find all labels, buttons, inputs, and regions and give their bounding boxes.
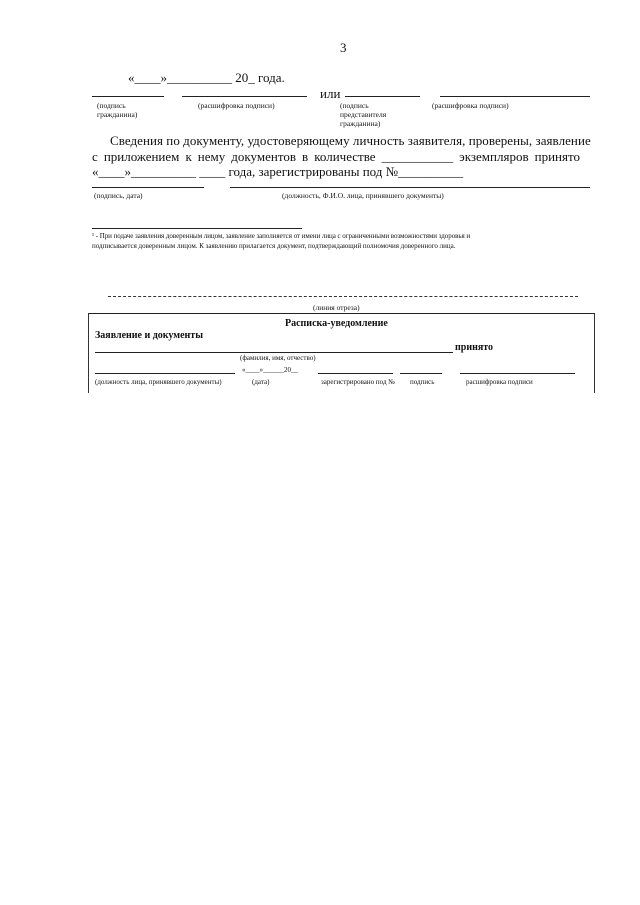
footnote-separator	[92, 228, 302, 229]
caption-citizen-sign: (подпись	[97, 101, 126, 110]
caption-decode: расшифровка подписи	[466, 378, 533, 386]
receipt-position-line	[95, 373, 235, 374]
receipt-title: Расписка-уведомление	[285, 318, 388, 329]
signature-line-representative-decode	[440, 96, 590, 97]
verification-line-2: с приложением к нему документов в количестве ___________ экземпляров принято	[92, 149, 580, 164]
signature-date-line: «____»__________ 20_ года.	[128, 70, 285, 85]
official-sign-line	[92, 187, 204, 188]
receipt-reg-line	[318, 373, 393, 374]
receipt-sign-line	[400, 373, 442, 374]
receipt-decode-line	[460, 373, 575, 374]
signature-line-citizen	[92, 96, 164, 97]
receipt-date-fields: «____»______20__	[242, 366, 298, 374]
caption-fio: (фамилия, имя, отчество)	[240, 354, 316, 362]
or-text: или	[320, 86, 341, 101]
caption-rep-sign-3: гражданина)	[340, 119, 381, 128]
caption-rep-sign: (подпись	[340, 101, 369, 110]
caption-citizen-sign-2: гражданина)	[97, 110, 138, 119]
caption-date: (дата)	[252, 378, 270, 386]
caption-sign: подпись	[410, 378, 435, 386]
signature-line-representative	[345, 96, 420, 97]
caption-citizen-decode: (расшифровка подписи)	[198, 101, 275, 110]
caption-official: (должность, Ф.И.О. лица, принявшего документы)	[282, 191, 444, 200]
cut-line	[108, 296, 578, 297]
receipt-right-border	[594, 313, 595, 393]
footnote-line-2: подписывается доверенным лицом. К заявлению прилагается документ, подтверждающий полномочия доверенного лица.	[92, 242, 456, 250]
verification-line-1: Сведения по документу, удостоверяющему личность заявителя, проверены, заявление	[110, 133, 591, 148]
caption-rep-decode: (расшифровка подписи)	[432, 101, 509, 110]
verification-line-3: «____»__________ ____ года, зарегистрированы под №__________	[92, 164, 464, 179]
caption-reg: зарегистрировано под №	[321, 378, 395, 386]
receipt-top-border	[88, 313, 594, 314]
footnote-line-1: ¹ - При подаче заявления доверенным лицом, заявление заполняется от имени лица с ограниченными возможностями здоровья и	[92, 232, 471, 240]
caption-sign-date: (подпись, дата)	[94, 191, 143, 200]
cut-line-label: (линия отреза)	[313, 303, 360, 312]
caption-position: (должность лица, принявшего документы)	[95, 378, 222, 386]
signature-line-citizen-decode	[182, 96, 307, 97]
receipt-accepted: принято	[455, 342, 494, 353]
receipt-docs-label: Заявление и документы	[95, 330, 204, 341]
page-number: 3	[340, 40, 347, 55]
receipt-left-border	[88, 313, 89, 393]
caption-rep-sign-2: представителя	[340, 110, 387, 119]
receipt-fio-line	[95, 352, 453, 353]
official-name-line	[230, 187, 590, 188]
